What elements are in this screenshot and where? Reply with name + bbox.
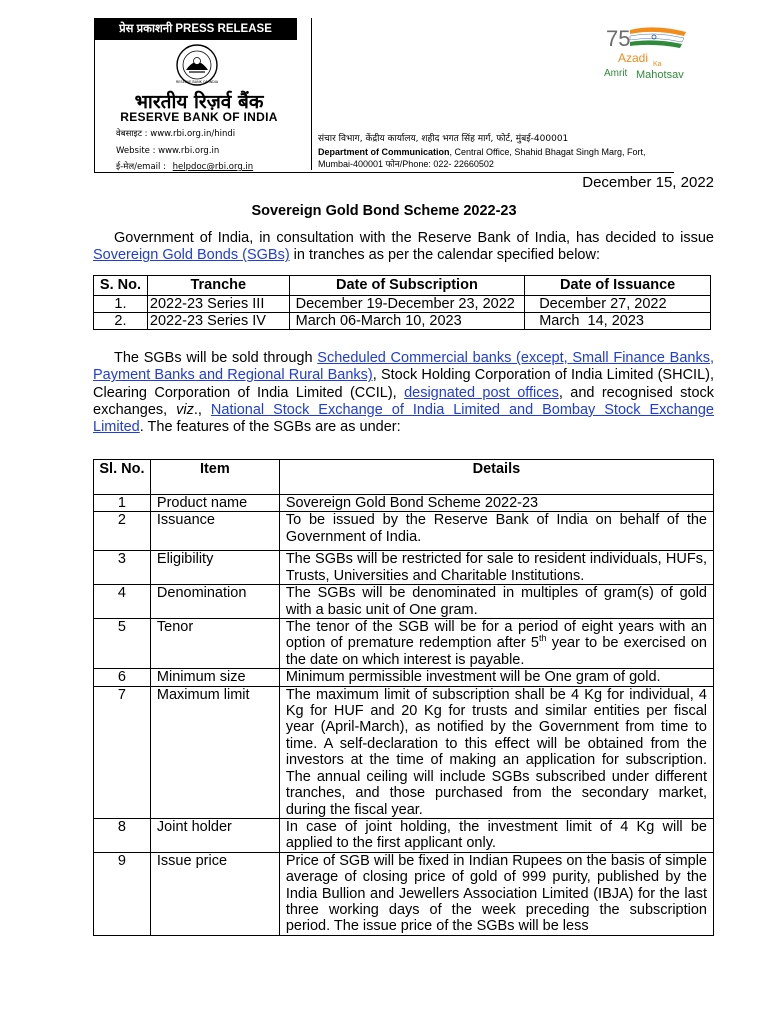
stock-exchanges-link[interactable]: National Stock Exchange of India Limited and Bombay Stock Exchange Limited [93,401,714,436]
dept-label: Department of Communication [318,147,450,157]
distribution-paragraph [93,350,714,436]
sgb-link[interactable]: Sovereign Gold Bonds (SGBs) [93,247,290,264]
post-offices-link[interactable]: designated post offices [404,384,559,401]
azadi-word: Azadi [618,51,649,65]
mahotsav-word: Mahotsav [636,69,684,81]
cell-sl: 5 [94,619,151,669]
header-details: Details [279,460,713,495]
cell-sno: 1. [94,296,148,313]
cell-sl: 7 [94,686,151,818]
azadi-ka-word: Ka [653,61,662,68]
cell-issuance: March 14, 2023 [525,313,711,330]
table-row [94,296,711,313]
email-line [116,161,253,172]
cell-item: Issue price [150,852,279,935]
table-row [94,818,714,852]
table-row [94,551,714,585]
cell-subscription: March 06-March 10, 2023 [289,313,525,330]
header-date-issuance: Date of Issuance [525,276,711,296]
header-bottom-rule [94,172,674,173]
cell-item: Eligibility [150,551,279,585]
cell-sl: 2 [94,512,151,551]
table-row [94,852,714,935]
cell-item: Denomination [150,585,279,619]
dept-address-english [318,146,678,170]
scheduled-banks-link[interactable]: Scheduled Commercial banks (except, Small Finance Banks, Payment Banks and Regional Rural Banks) [93,350,714,384]
azadi-number: 75 [606,26,631,51]
azadi-ka-amrit-mahotsav-logo [596,22,696,86]
press-release-banner: प्रेस प्रकाशनी PRESS RELEASE [94,18,297,40]
document-title: Sovereign Gold Bond Scheme 2022-23 [251,203,517,219]
p2-text-5: . The features of the SGBs are as under: [139,419,401,436]
cell-details: To be issued by the Reserve Bank of India on behalf of the Government of India. [279,512,713,551]
email-label: ई-मेल/email : [116,162,166,172]
header-item: Item [150,460,279,495]
cell-tranche: 2022-23 Series IV [147,313,289,330]
p2-text-2: , Stock Holding Corporation of India Limited (SHCIL), Clearing Corporation of India Limited (CCIL), [93,367,714,401]
rbi-name-hindi: भारतीय रिज़र्व बैंक [134,91,264,113]
table-row [94,619,714,669]
cell-item: Tenor [150,619,279,669]
website-hindi[interactable]: वेबसाइट : www.rbi.org.in/hindi [116,129,236,139]
website[interactable]: Website : www.rbi.org.in [116,146,220,156]
cell-item: Issuance [150,512,279,551]
header-date-subscription: Date of Subscription [289,276,525,296]
header-sno: S. No. [94,276,148,296]
cell-sl: 6 [94,669,151,686]
header-tranche: Tranche [147,276,289,296]
cell-sl: 3 [94,551,151,585]
p2-viz: viz [176,401,194,418]
dept-line2: Mumbai-400001 फोन/Phone: 022- 22660502 [318,159,494,169]
p2-text-1: The SGBs will be sold through [114,350,318,366]
cell-subscription: December 19-December 23, 2022 [289,296,525,313]
tranche-header-row [94,276,711,296]
amrit-word: Amrit [604,68,628,79]
cell-sl: 9 [94,852,151,935]
p2-text-4: ., [193,401,211,418]
table-row [94,313,711,330]
features-header-row [94,460,714,495]
tranche-table [93,275,711,330]
cell-details: In case of joint holding, the investment limit of 4 Kg will be applied to the first applicant only. [279,818,713,852]
cell-details: The SGBs will be denominated in multiples of gram(s) of gold with a basic unit of One gram. [279,585,713,619]
tenor-details-b: year to be exercised on the date on which interest is payable. [285,635,707,668]
tenor-details-a: The tenor of the SGB will be for a period of eight years with an option of premature redemption after 5 [285,619,707,652]
dept-address-hindi: संचार विभाग, केंद्रीय कार्यालय, शहीद भगत सिंह मार्ग, फोर्ट, मुंबई-400001 [318,134,569,144]
cell-details: Price of SGB will be fixed in Indian Rupees on the basis of simple average of closing price of gold of 999 purity, published by the India Bullion and Jewellers Association Limited (IBJA) for the last three working days of the week preceding the subscription period. The issue price of the SGBs will be less [279,852,713,935]
rbi-seal-logo [176,44,218,86]
table-row [94,585,714,619]
cell-details: Sovereign Gold Bond Scheme 2022-23 [279,495,713,512]
intro-text-after: in tranches as per the calendar specified below: [289,247,600,264]
cell-sl: 8 [94,818,151,852]
release-date: December 15, 2022 [582,174,714,191]
cell-item: Minimum size [150,669,279,686]
email-link[interactable]: helpdoc@rbi.org.in [172,162,254,172]
header-divider [311,18,312,170]
features-table [93,459,714,936]
cell-tranche: 2022-23 Series III [147,296,289,313]
rbi-name-english: RESERVE BANK OF INDIA [120,110,278,124]
intro-paragraph [93,230,714,265]
cell-details: The SGBs will be restricted for sale to resident individuals, HUFs, Trusts, Universities and Charitable Institutions. [279,551,713,585]
cell-sl: 1 [94,495,151,512]
cell-details: The maximum limit of subscription shall be 4 Kg for individual, 4 Kg for HUF and 20 Kg for trusts and similar entities per fiscal year (April-March), as notified by the Government from time to time. A self-declaration to this effect will be obtained from the investors at the time of making an application for subscription. The annual ceiling will include SGBs subscribed under different tranches, and those purchased from the secondary market, during the fiscal year. [279,686,713,818]
cell-item: Maximum limit [150,686,279,818]
tenor-details-sup: th [539,633,547,644]
header-sl-no: Sl. No. [94,460,151,495]
cell-details: Minimum permissible investment will be One gram of gold. [279,669,713,686]
table-row [94,669,714,686]
table-row [94,512,714,551]
cell-sno: 2. [94,313,148,330]
table-row [94,686,714,818]
table-row [94,495,714,512]
p2-text-3: , and recognised stock exchanges, [93,384,715,418]
cell-item: Joint holder [150,818,279,852]
cell-details [279,619,713,669]
dept-rest: , Central Office, Shahid Bhagat Singh Marg, Fort, [449,147,646,157]
cell-item: Product name [150,495,279,512]
cell-issuance: December 27, 2022 [525,296,711,313]
cell-sl: 4 [94,585,151,619]
intro-text-before: Government of India, in consultation with the Reserve Bank of India, has decided to issue [114,230,714,246]
seal-text: RESERVE BANK OF INDIA [176,80,218,84]
